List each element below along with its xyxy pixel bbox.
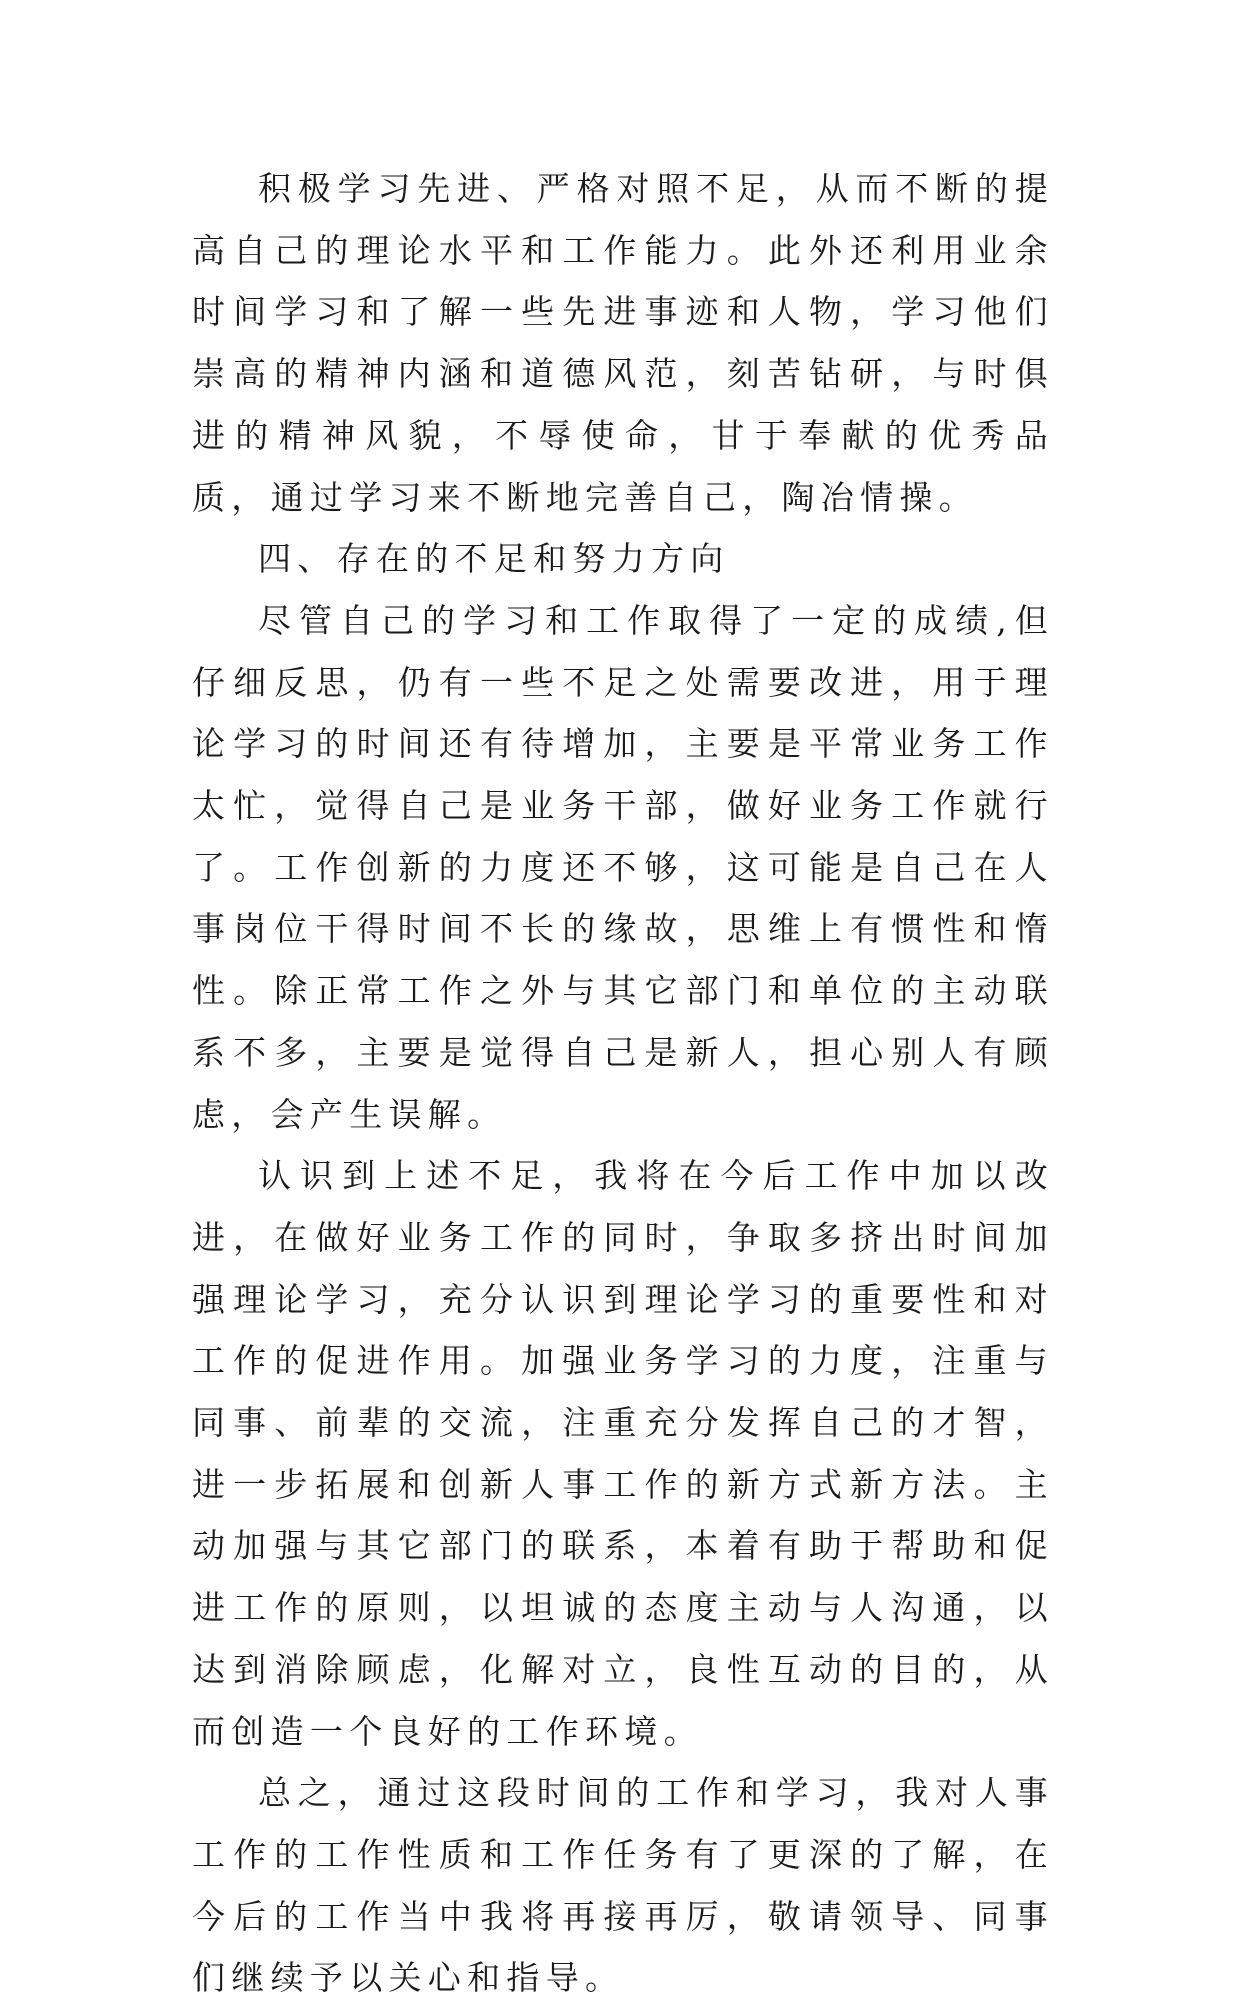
paragraph-reflection: 尽管自己的学习和工作取得了一定的成绩,但仔细反思，仍有一些不足之处需要改进，用于理论学习的时间还有待增加，主要是平常业务工作太忙，觉得自己是业务干部，做好业务工作就行了。工作创新的力度还不够，这可能是自己在人事岗位干得时间不长的缘故，思维上有惯性和惰性。除正常工作之外与其它部门和单位的主动联系不多，主要是觉得自己是新人，担心别人有顾虑，会产生误解。 xyxy=(192,600,1054,1134)
section-heading-shortcomings: 四、存在的不足和努力方向 xyxy=(258,539,730,579)
paragraph-conclusion: 总之，通过这段时间的工作和学习，我对人事工作的工作性质和工作任务有了更深的了解，在今后的工作当中我将再接再厉，敬请领导、同事们继续予以关心和指导。 xyxy=(192,1773,1054,1998)
paragraph-study: 积极学习先进、严格对照不足，从而不断的提高自己的理论水平和工作能力。此外还利用业余时间学习和了解一些先进事迹和人物，学习他们崇高的精神内涵和道德风范，刻苦钻研，与时俱进的精神风貌，不辱使命，甘于奉献的优秀品质，通过学习来不断地完善自己，陶冶情操。 xyxy=(192,169,1054,517)
paragraph-improvement: 认识到上述不足，我将在今后工作中加以改进，在做好业务工作的同时，争取多挤出时间加强理论学习，充分认识到理论学习的重要性和对工作的促进作用。加强业务学习的力度，注重与同事、前辈的交流，注重充分发挥自己的才智，进一步拓展和创新人事工作的新方式新方法。主动加强与其它部门的联系，本着有助于帮助和促进工作的原则，以坦诚的态度主动与人沟通，以达到消除顾虑，化解对立，良性互动的目的，从而创造一个良好的工作环境。 xyxy=(192,1156,1054,1751)
document-page xyxy=(192,158,1054,2009)
